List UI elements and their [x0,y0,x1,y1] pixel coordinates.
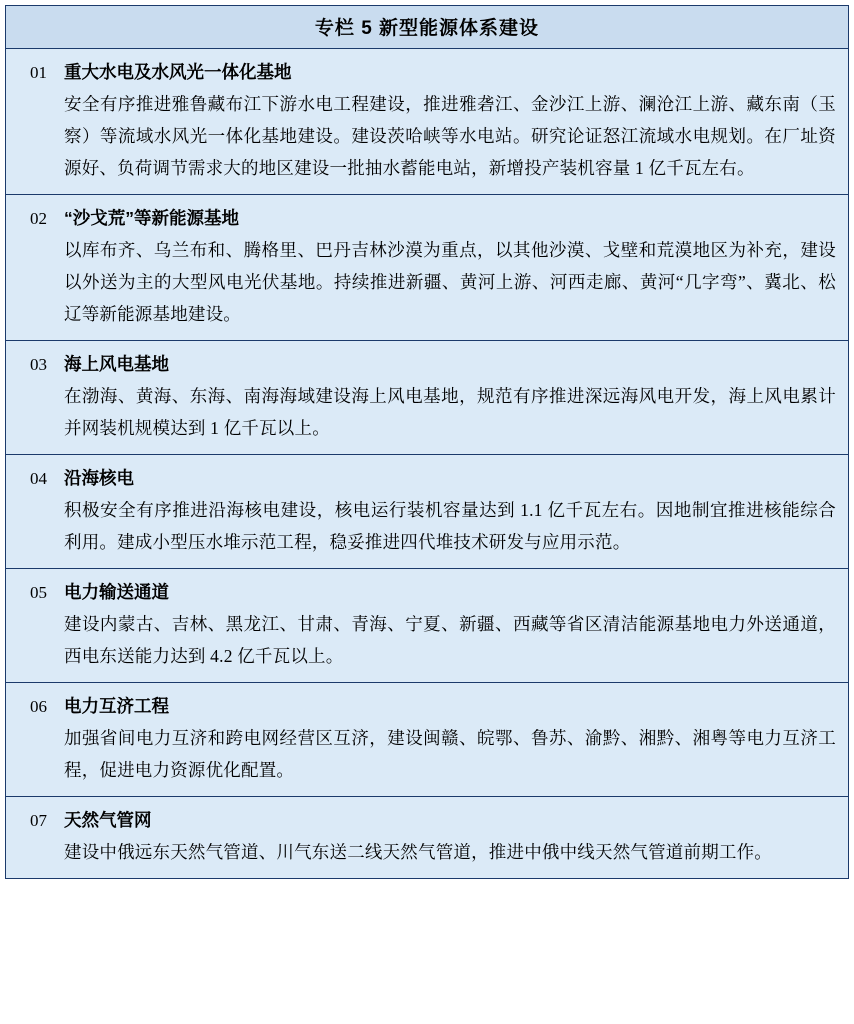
row-text: 建设内蒙古、吉林、黑龙江、甘肃、青海、宁夏、新疆、西藏等省区清洁能源基地电力外送通道，西电东送能力达到 4.2 亿千瓦以上。 [64,614,836,666]
row-text: 加强省间电力互济和跨电网经营区互济，建设闽赣、皖鄂、鲁苏、渝黔、湘黔、湘粤等电力互济工程，促进电力资源优化配置。 [64,728,836,780]
row-body [60,806,836,868]
row-title: 重大水电及水风光一体化基地 [64,62,292,82]
row-text: 积极安全有序推进沿海核电建设，核电运行装机容量达到 1.1 亿千瓦左右。因地制宜推进核能综合利用。建成小型压水堆示范工程，稳妥推进四代堆技术研发与应用示范。 [64,500,836,552]
row-text: 安全有序推进雅鲁藏布江下游水电工程建设，推进雅砻江、金沙江上游、澜沧江上游、藏东南（玉察）等流域水风光一体化基地建设。建设茨哈峡等水电站。研究论证怒江流域水电规划。在厂址资源好、负荷调节需求大的地区建设一批抽水蓄能电站，新增投产装机容量 1 亿千瓦左右。 [64,94,836,178]
table-row [6,455,848,569]
row-title: 沿海核电 [64,468,134,488]
box-rows [6,49,848,878]
row-body [60,464,836,558]
row-number: 04 [30,469,47,488]
row-number: 01 [30,63,47,82]
row-body [60,692,836,786]
table-row [6,195,848,341]
box-title: 专栏 5 新型能源体系建设 [314,18,540,39]
feature-box-5 [5,5,849,879]
row-number: 06 [30,697,47,716]
row-title: 电力互济工程 [64,696,169,716]
box-title-bar [6,6,848,49]
row-body [60,350,836,444]
row-number: 02 [30,209,47,228]
row-number: 05 [30,583,47,602]
table-row [6,569,848,683]
row-text: 在渤海、黄海、东海、南海海域建设海上风电基地，规范有序推进深远海风电开发，海上风电累计并网装机规模达到 1 亿千瓦以上。 [64,386,836,438]
row-title: 海上风电基地 [64,354,169,374]
row-body [60,578,836,672]
table-row [6,341,848,455]
row-body [60,204,836,330]
row-title: 天然气管网 [64,810,152,830]
row-number: 07 [30,811,47,830]
table-row [6,797,848,878]
row-text: 建设中俄远东天然气管道、川气东送二线天然气管道，推进中俄中线天然气管道前期工作。 [64,842,772,862]
table-row [6,49,848,195]
row-title: 电力输送通道 [64,582,169,602]
table-row [6,683,848,797]
row-title: “沙戈荒”等新能源基地 [64,208,239,228]
row-text: 以库布齐、乌兰布和、腾格里、巴丹吉林沙漠为重点，以其他沙漠、戈壁和荒漠地区为补充，建设以外送为主的大型风电光伏基地。持续推进新疆、黄河上游、河西走廊、黄河“几字弯”、冀北、松辽等新能源基地建设。 [64,240,836,324]
row-number: 03 [30,355,47,374]
row-body [60,58,836,184]
